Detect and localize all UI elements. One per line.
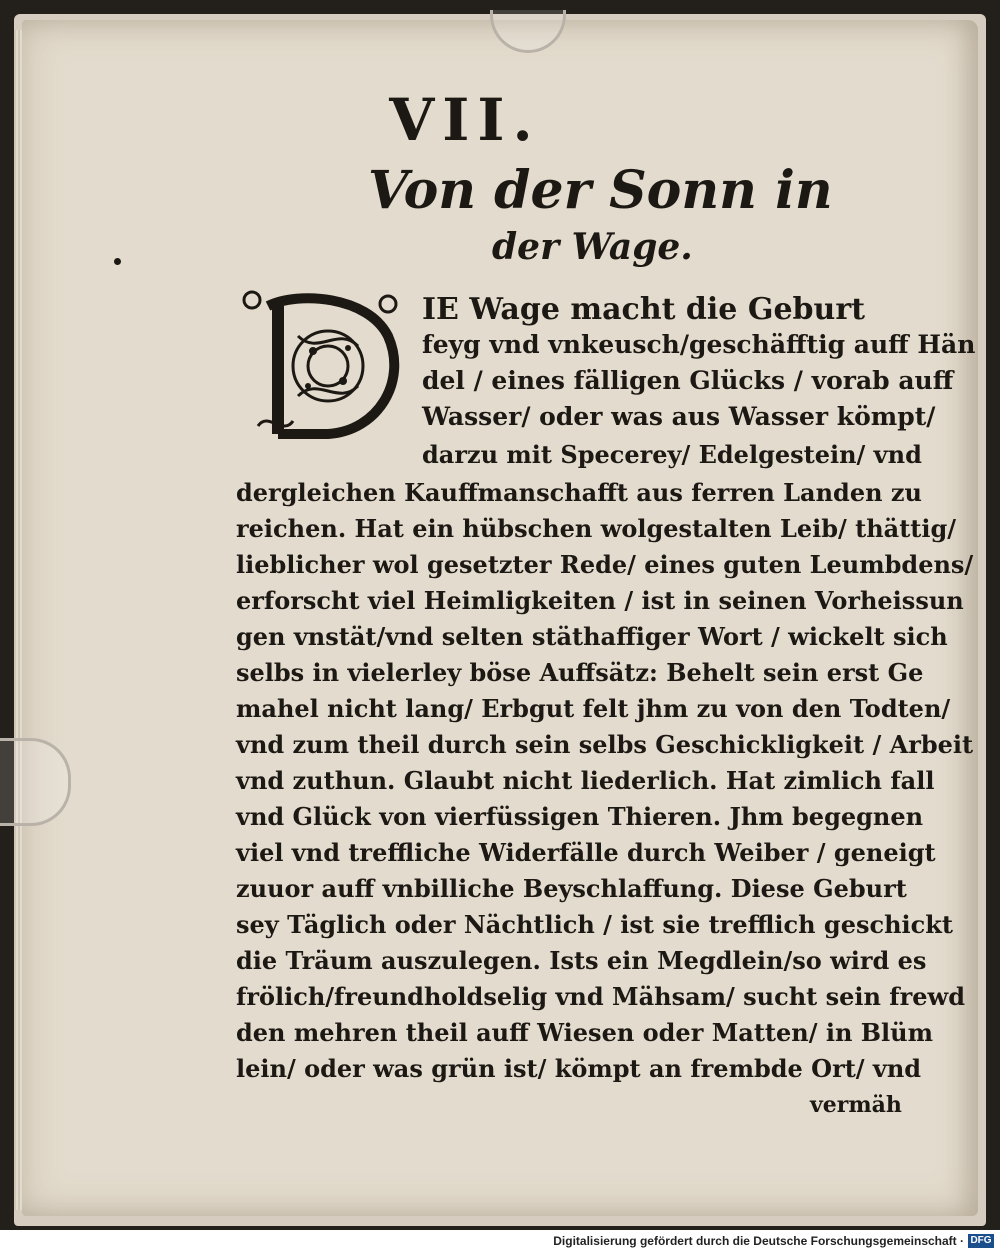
text-line: del / eines fälligen Glücks / vorab auff bbox=[422, 366, 954, 395]
text-line: sey Täglich oder Nächtlich / ist sie trefflich geschickt bbox=[236, 910, 953, 939]
text-line: lieblicher wol gesetzter Rede/ eines guten Leumbdens/ bbox=[236, 550, 974, 579]
text-line: gen vnstät/vnd selten stäthaffiger Wort / wickelt sich bbox=[236, 622, 948, 651]
text-line: Wasser/ oder was aus Wasser kömpt/ bbox=[422, 402, 936, 431]
text-line: zuuor auff vnbilliche Beyschlaffung. Diese Geburt bbox=[236, 874, 907, 903]
text-line: vnd zuthun. Glaubt nicht liederlich. Hat zimlich fall bbox=[236, 766, 935, 795]
text-line: reichen. Hat ein hübschen wolgestalten Leib/ thättig/ bbox=[236, 514, 957, 543]
text-line: lein/ oder was grün ist/ kömpt an frembde Ort/ vnd bbox=[236, 1054, 922, 1083]
ornamental-initial-d-icon bbox=[238, 286, 408, 446]
text-line: die Träum auszulegen. Ists ein Megdlein/so wird es bbox=[236, 946, 927, 975]
text-line: den mehren theil auff Wiesen oder Matten/ in Blüm bbox=[236, 1018, 933, 1047]
footer-bar bbox=[0, 1230, 1000, 1253]
ink-dot bbox=[114, 258, 121, 265]
chapter-subtitle: der Wage. bbox=[492, 226, 693, 268]
text-line: viel vnd treffliche Widerfälle durch Weiber / geneigt bbox=[236, 838, 936, 867]
text-line: dergleichen Kauffmanschafft aus ferren Landen zu bbox=[236, 478, 922, 507]
text-line: vnd Glück von vierfüssigen Thieren. Jhm begegnen bbox=[236, 802, 924, 831]
text-line: frölich/freundholdselig vnd Mähsam/ sucht sein frewd bbox=[236, 982, 965, 1011]
catchword: vermäh bbox=[810, 1092, 902, 1118]
text-line: selbs in vielerley böse Auffsätz: Behelt sein erst Ge bbox=[236, 658, 924, 687]
text-line: darzu mit Specerey/ Edelgestein/ vnd bbox=[422, 440, 922, 469]
text-line: feyg vnd vnkeusch/geschäfftig auff Hän bbox=[422, 330, 976, 359]
dfg-logo-icon: DFG bbox=[968, 1234, 994, 1248]
text-line: erforscht viel Heimligkeiten / ist in seinen Vorheissun bbox=[236, 586, 964, 615]
funding-credit: Digitalisierung gefördert durch die Deutsche Forschungsgemeinschaft · bbox=[553, 1234, 964, 1248]
text-line: mahel nicht lang/ Erbgut felt jhm zu von den Todten/ bbox=[236, 694, 951, 723]
chapter-number: VII. bbox=[389, 86, 541, 154]
chapter-title: Von der Sonn in bbox=[368, 160, 833, 221]
paper-clip-left bbox=[0, 738, 71, 826]
text-line: vnd zum theil durch sein selbs Geschickligkeit / Arbeit bbox=[236, 730, 974, 759]
text-line: IE Wage macht die Geburt bbox=[422, 292, 865, 327]
